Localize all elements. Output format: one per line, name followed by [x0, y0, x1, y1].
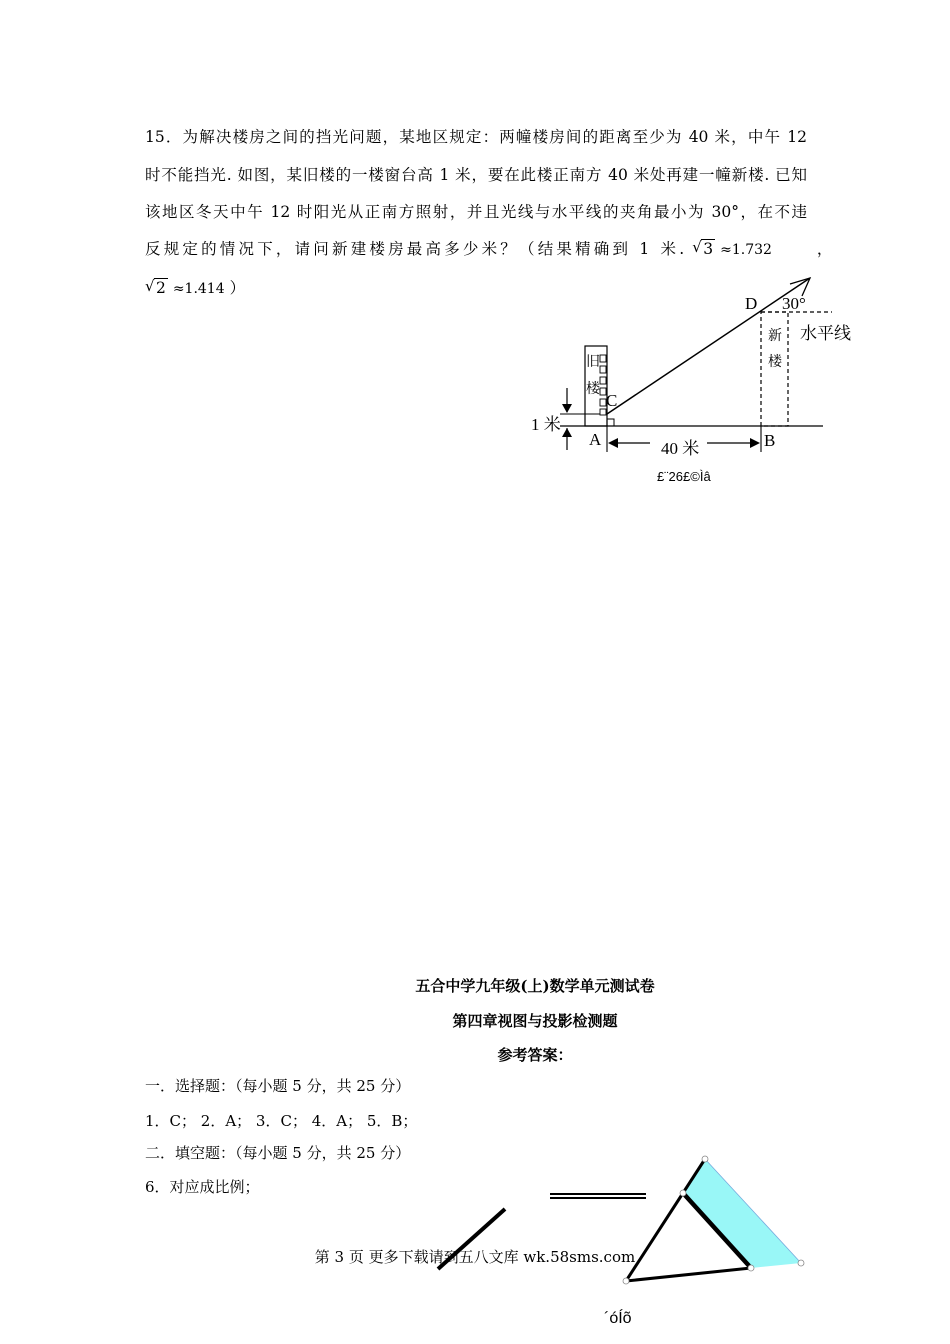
section-2-heading: 二．填空题：（每小题 5 分，共 25 分） — [145, 1144, 411, 1162]
question-line-5-end: ） — [229, 279, 246, 297]
height-label: 1 米 — [531, 415, 561, 434]
figure-caption: £¨26£©Ìâ — [657, 469, 711, 484]
old-building-char-1: 旧 — [586, 355, 600, 370]
distance-label: 40 米 — [661, 439, 700, 458]
sqrt-2-value: ≈1.414 — [172, 281, 225, 297]
sqrt-3-value: ≈1.732 — [720, 242, 772, 258]
sun-ray — [607, 278, 810, 414]
sqrt-3: √ 3 — [692, 238, 714, 258]
question-line-4-text: 反规定的情况下，请问新建楼房最高多少米？（结果精确到 1 米. — [145, 240, 688, 258]
section-1-heading: 一．选择题：（每小题 5 分，共 25 分） — [145, 1077, 411, 1095]
label-d: D — [745, 294, 758, 313]
vertex-point — [702, 1156, 708, 1162]
label-b: B — [764, 431, 776, 450]
triangle-left-side — [626, 1193, 683, 1281]
window — [600, 366, 606, 373]
dim-arrow-left — [608, 438, 618, 448]
dim-arrow-right — [750, 438, 760, 448]
horizontal-line-label: 水平线 — [800, 324, 851, 343]
question-line-2: 时不能挡光. 如图，某旧楼的一楼窗台高 1 米，要在此楼正南方 40 米处再建一幢新楼. 已知 — [145, 166, 807, 184]
label-a: A — [589, 430, 602, 449]
window — [600, 377, 606, 384]
question-line-1: 15．为解决楼房之间的挡光问题，某地区规定：两幢楼房间的距离至少为 40 米，中午 12 — [145, 128, 807, 146]
new-building-char-1: 新 — [768, 329, 782, 344]
answer-drawing — [0, 1140, 950, 1300]
vertex-point — [623, 1278, 629, 1284]
footer-garbled: ´óÍõ — [604, 1310, 632, 1327]
vertex-point — [680, 1190, 686, 1196]
question-line-3: 该地区冬天中午 12 时阳光从正南方照射，并且光线与水平线的夹角最小为 30°，在不违 — [145, 203, 807, 221]
choice-answers: 1．C； 2．A； 3．C； 4．A； 5．B； — [145, 1112, 418, 1130]
arrow-down-head — [562, 404, 572, 413]
right-angle-mark — [607, 419, 614, 426]
label-c: C — [606, 391, 618, 410]
angle-label: 30° — [782, 294, 806, 313]
page-footer: 第 3 页 更多下载请到五八文库 wk.58sms.com — [314, 1248, 636, 1266]
sqrt-2: √ 2 — [145, 277, 166, 297]
answer-6: 6．对应成比例； — [145, 1178, 260, 1196]
arrow-up-head — [562, 428, 572, 437]
triangle-base — [626, 1268, 751, 1281]
question-line-4-end: ， — [816, 240, 833, 258]
window — [600, 355, 606, 362]
building-figure — [0, 0, 950, 500]
old-building-char-2: 楼 — [586, 382, 600, 397]
new-building-char-2: 楼 — [768, 355, 782, 370]
answer-title-3: 参考答案： — [497, 1046, 573, 1064]
answer-title-2: 第四章视图与投影检测题 — [452, 1012, 618, 1030]
answer-title-1: 五合中学九年级(上)数学单元测试卷 — [415, 977, 655, 995]
